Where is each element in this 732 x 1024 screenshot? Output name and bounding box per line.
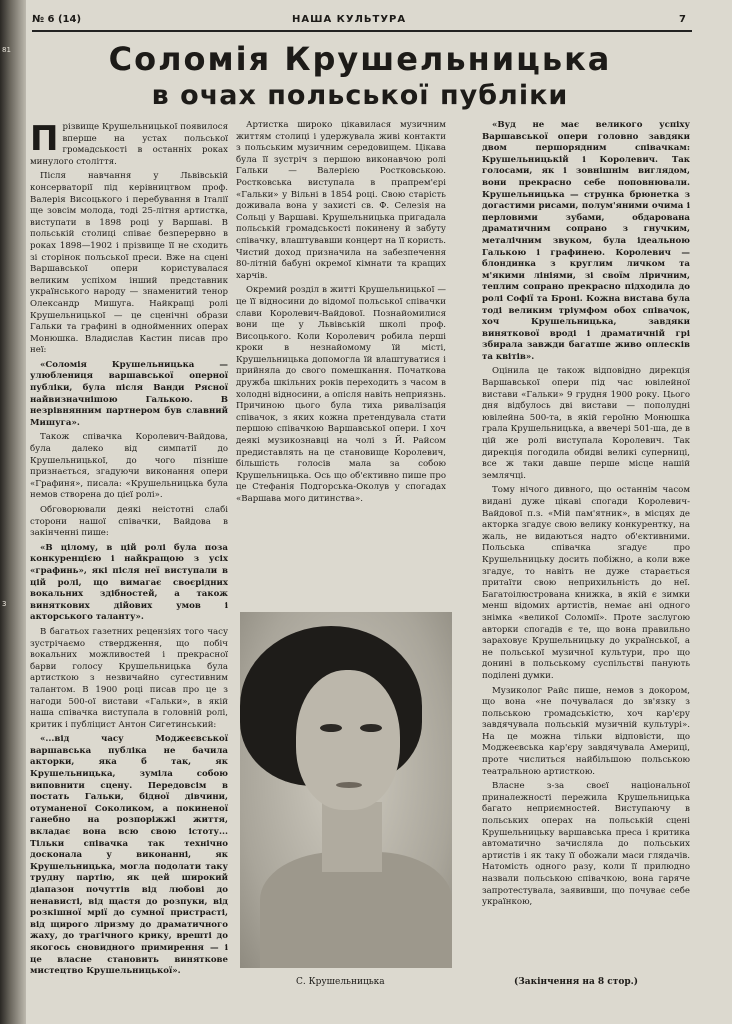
paragraph: Артистка широко цікавилася музичним життям столиці і удержувала живі контакти з польським музичним середовищем. Цікава була її зустріч з першою виконавчою ролі Гальки — Валерією Ростковською. Ростковська виступала в прапрем'єрі «Гальки» у Вільні в 1854 році. Свою старість доживала вона у захисті св. Ф. Селезія на Сольці у Варшаві. Крушельницька пригадала польській громадськості покинену й забуту співачку, влаштувавши концерт на її користь. Чистий доход призначила на забезпечення 80-літній бабуні окремої кімнати та кращих харчів. [236, 120, 446, 281]
paragraph: «...від часу Моджеєвської варшавська публіка не бачила акторки, яка б так, як Крушельницька, зуміла собою виповнити сцену. Передовсім в постать Гальки, бідної дівчини, отуманеної Соколиком, а покиненої ганебно на розпоріжжі життя, вкладає вона всю свою істоту... Тільки співачка так технічно досконала у виконанні, як Крушельницька, могла подолати таку трудну партію, як цей широкий діапазон почуттів від любові до ненависті, від щастя до розпуки, від розкішної мрії до сумної пристрасті, від щирого ліризму до драматичного жаху, до трагічного крику, врешті до якогось сновидного примирення — і це власне становить виняткове мистецтво Крушельницької». [30, 734, 228, 977]
photo-eye-left [320, 724, 342, 732]
page-header [32, 12, 692, 32]
article-title: Соломія Крушельницька [108, 40, 612, 78]
issue-number: № 6 (14) [32, 14, 82, 25]
photo-face [296, 670, 400, 810]
photo-mouth [336, 782, 362, 788]
page-edge [0, 0, 26, 1024]
continued-note: (Закінчення на 8 стор.) [514, 977, 639, 987]
paragraph: Окремий розділ в житті Крушельницької — це її відносини до відомої польської співачки слави Королевич-Вайдової. Познайомилися вони ще у Львівській школі проф. Висоцького. Коли Королевич робила перші кроки в незнайомому їй місті, Крушельницька допомогла їй влаштуватися і прийняла до свого помешкання. Початкова дружба шкільних років переходить з часом в холодні відносини, а опісля навіть неприязнь. Причиною цього була тиха ривалізація співачок, з яких кожна претендувала стати першою співачкою Варшавської опери. І хоч деякі музикознавці на чолі з Й. Райсом предиставлять на це становище Королевич, більшість голосів мала за собою Крушельницька. Ось що об'єктивно пише про це Стефанія Подгорська-Околув у спогадах «Варшава мого дитинства». [236, 285, 446, 504]
paragraph: «В цілому, в цій ролі була поза конкуренцією і найкращою з усіх «графинь», які після неї виступали в цій ролі, що вимагає своєрідних вокальних здібностей, а також виняткових дійових умов і акторського таланту». [30, 542, 228, 623]
column-2 [236, 120, 446, 600]
paragraph: Після навчання у Львівській консерваторії під керівництвом проф. Валерія Висоцького і перебування в Італії ще зовсім молода, тоді 25-літня артистка, виступати в 1898 році у Варшаві. В польській столиці співає безперервно в роках 1898—1902 і прізвище її не сходить зі сторінок польської преси. Вже на сцені Варшавської опери користувалася великим успіхом інший представник українського народу — знаменитий тенор Олександр Мишуга. Найкращі ролі Крушельницької — це сценічні образи Гальки та графині в однойменних операх Монюшка. Владислав Кастин писав про неї: [30, 171, 228, 356]
paragraph: Музиколог Райс пише, немов з докором, що вона «не почувалася до зв'язку з польською громадськістю, хоч кар'єру завдячувала польській музичній культурі». На це можна тільки відповісти, що Моджеєвська кар'єру завдячувала Америці, проте числиться найбільшою польською театральною артисткою. [482, 685, 690, 777]
column-3 [482, 120, 690, 970]
paragraph: Також співачка Королевич-Вайдова, була далеко від симпатії до Крушельницької, до чого пізніше признається, згадуючи виконання опери «Графиня», писала: «Крушельницька була немов створена до цієї ролі». [30, 432, 228, 501]
paragraph: «Вуд не має великого успіху Варшавської опери головно завдяки двом першорядним співачкам: Крушельницькій і Королевич. Так голосами, як і зовнішнім виглядом, вони прекрасно себе поповнювали. Крушельницька — струнка брюнетка з догастими рисами, полум'яними очима і перловими зубами, обдарована драматичним сопрано з гнучким, металічним звуком, була ідеальною Галькою і графинею. Королевич — блондинка з круглим личком та м'якими лініями, зі своїм ліричним, теплим сопрано прекрасно підходила до ролі Софії та Броні. Кожна вистава була тоді великим тріумфом обох співачок, хоч Крушельницька, завдяки виняткової вроді і драматичній грі збирала завжди багатше живо оплесків та квітів». [482, 120, 690, 362]
paragraph: Оцінила це також відповідно дирекція Варшавської опери під час ювілейної вистави «Гальки» 9 грудня 1900 року. Цього дня відбулось дві вистави — пополудні ювілейна 500-та, в якій героїню Монюшка грала Крушельницька, а ввечері 501-ша, де в цій же ролі виступала Королевич. Так дирекція погодила обидві великі суперниці, все ж таки давше перше місце нашій землячці. [482, 366, 690, 481]
paragraph: Обговорювали деякі неістотні слабі сторони нашої співачки, Вайдова в закінченні пише: [30, 505, 228, 539]
edge-number-middle: 3 [2, 600, 7, 608]
paragraph: Власне з-за своєї національної приналежності пережила Крушельницька багато неприємностей. Виступаючу в польських операх на польській сцені Крушельницьку варшавська преса і критика автоматично зачисляла до польських артистів і як таку її обожали маси глядачів. Натомість одного разу, коли її прилюдно назвали польською співачкою, вона гаряче запротестувала, заявивши, що почуває себе українкою, [482, 781, 690, 908]
paragraph: В багатьох газетних рецензіях того часу зустрічаємо ствердження, що побіч вокальних можливостей і прекрасної барви голосу Крушельницька була артисткою з незвичайно сугестивним талантом. В 1900 році писав про це з нагоди 500-ої вистави «Гальки», в якій наша співачка виступала в головній ролі, критик і публіцист Антон Сигетинський: [30, 626, 228, 730]
page-number: 7 [679, 14, 686, 25]
paragraph: Тому нічого дивного, що останнім часом видані дуже цікаві спогади Королевич-Вайдової п.з. «Мій пам'ятник», в місцях де акторка згадує свою велику конкурентку, на жаль, не видаються надто об'єктивними. Польська співачка згадує про Крушельницьку досить побіжно, а коли вже згадує, то навіть не дуже старається притаїти свою неприхильність до неї. Багатоілюстрована книжка, в якій є зимки менш відомих артистів, немає ані одного знімка «великої Соломії». Проте заслугою авторки спогадів є те, що вона правильно зараховує Крушельницьку до української, а не польської музичної культури, про що донині в польському суспільстві панують поділені думки. [482, 485, 690, 681]
portrait-photo [240, 612, 452, 968]
column-1 [30, 122, 228, 987]
photo-caption: С. Крушельницька [296, 977, 385, 987]
magazine-title: НАША КУЛЬТУРА [292, 14, 407, 25]
photo-eye-right [360, 724, 382, 732]
photo-neck [322, 802, 382, 872]
paragraph: різвище Крушельницької появилося вперше на устах польської громадськості в останніх роках минулого століття. [30, 122, 228, 167]
paragraph: «Соломія Крушельницька — улюблениця варшавської оперної публіки, була після Ванди Рясної найвизначнішою Галькою. В незрівнянним партнером був славний Мишуга». [30, 359, 228, 428]
drop-cap: П [30, 122, 59, 159]
edge-number-top: 81 [2, 46, 11, 54]
article-subtitle: в очах польської публіки [151, 80, 569, 111]
